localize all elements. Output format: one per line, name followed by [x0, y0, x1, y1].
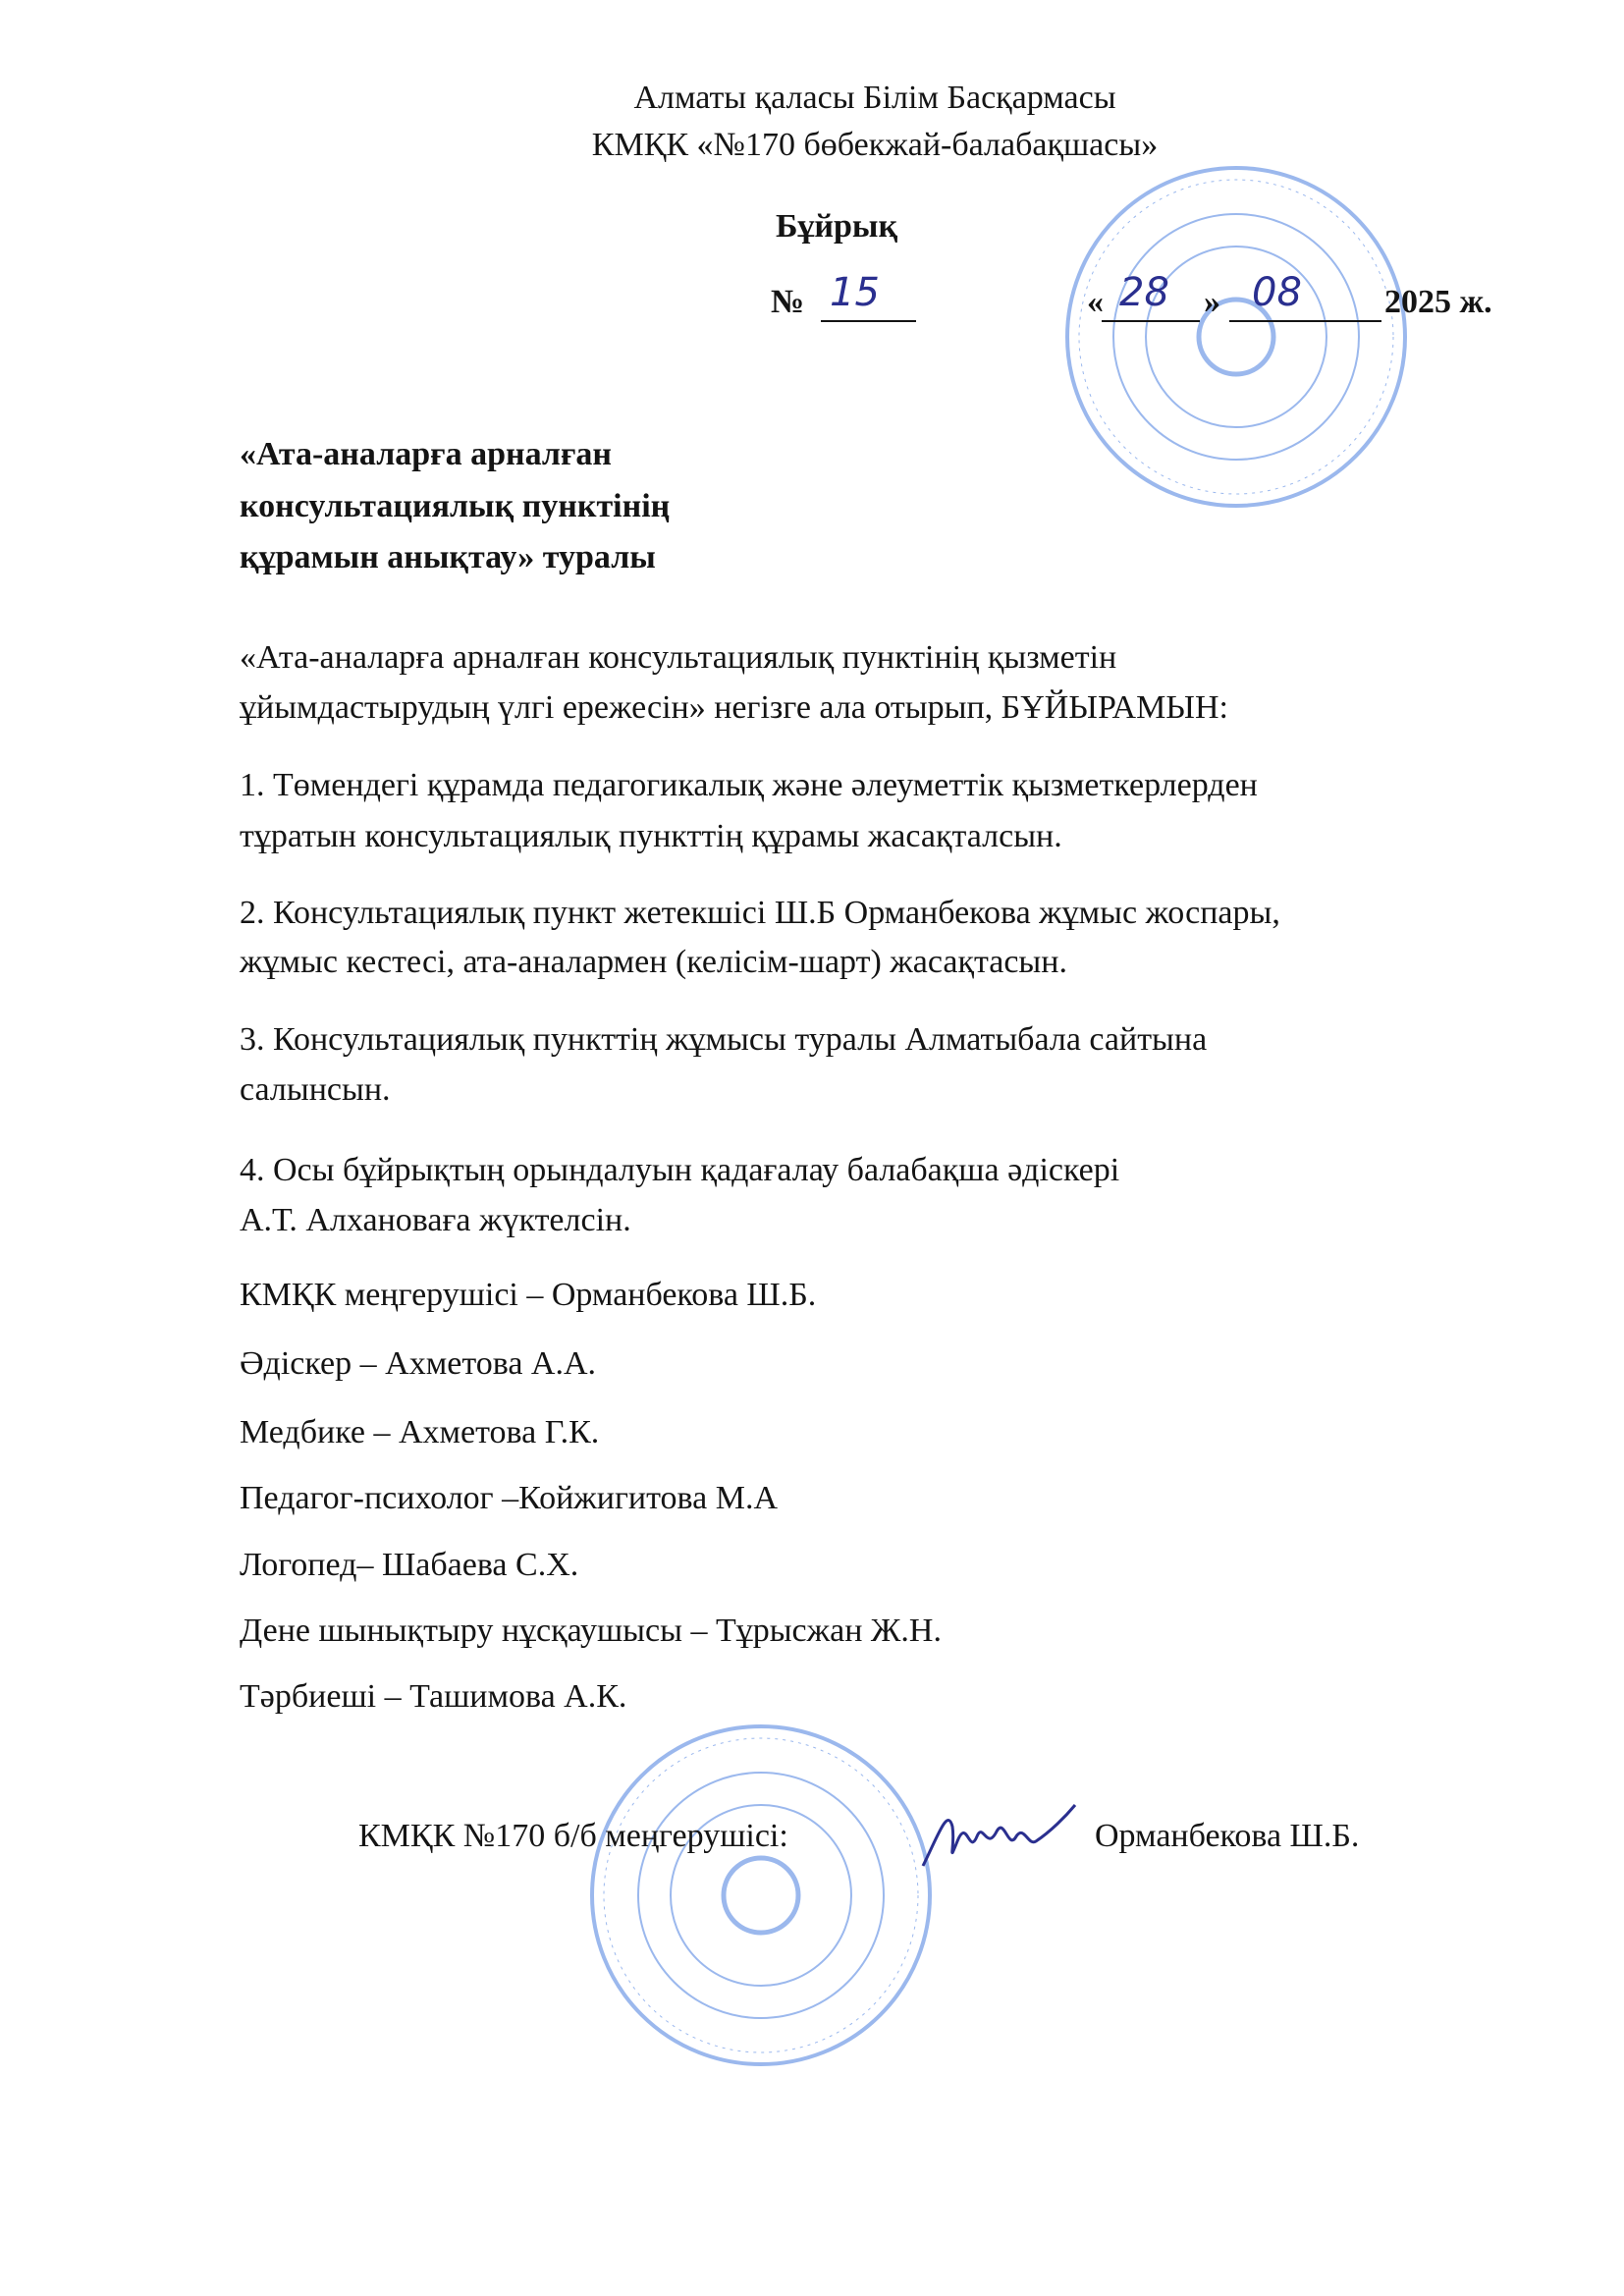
member-item: Дене шынықтыру нұсқаушысы – Тұрысжан Ж.Н. [240, 1613, 942, 1649]
member-item: Әдіскер – Ахметова А.А. [240, 1345, 597, 1382]
item-4-line: 4. Осы бұйрықтың орындалуын қадағалау балабақша әдіскері [240, 1152, 1120, 1188]
month-underline [1229, 320, 1381, 322]
subject-line: «Ата-аналарға арналған [240, 436, 613, 472]
item-1-line: 1. Төмендегі құрамда педагогикалық және әлеуметтік қызметкерлерден [240, 767, 1258, 803]
preamble-line: «Ата-аналарға арналған консультациялық пунктінің қызметін [240, 639, 1117, 676]
subject-line: құрамын анықтау» туралы [240, 539, 656, 575]
member-item: Логопед– Шабаева С.Х. [240, 1547, 579, 1583]
member-item: Тәрбиеші – Ташимова А.К. [240, 1678, 627, 1715]
item-3-line: салынсын. [240, 1071, 391, 1108]
signer-name: Орманбекова Ш.Б. [1095, 1818, 1360, 1854]
member-item: Медбике – Ахметова Г.К. [240, 1414, 600, 1450]
item-1-line: тұратын консультациялық пункттің құрамы жасақталсын. [240, 818, 1062, 854]
day-underline [1102, 320, 1200, 322]
number-label: № [771, 284, 805, 320]
preamble-line: ұйымдастырудың үлгі ережесін» негізге ала отырып, БҰЙЫРАМЫН: [240, 689, 1228, 726]
signer-position: КМҚК №170 б/б меңгерушісі: [358, 1818, 788, 1854]
order-day: 28 [1119, 270, 1169, 315]
item-3-line: 3. Консультациялық пункттің жұмысы туралы Алматыбала сайтына [240, 1021, 1208, 1058]
subject-line: консультациялық пунктінің [240, 488, 671, 524]
order-month: 08 [1252, 270, 1302, 315]
item-2-line: 2. Консультациялық пункт жетекшісі Ш.Б Орманбекова жұмыс жоспары, [240, 895, 1280, 931]
date-close-quote: » [1204, 284, 1220, 320]
date-open-quote: « [1087, 284, 1104, 320]
order-title: Бұйрық [775, 208, 898, 245]
order-number: 15 [830, 270, 880, 315]
header-line-1: Алматы қаласы Білім Басқармасы [633, 80, 1116, 116]
item-2-line: жұмыс кестесі, ата-аналармен (келісім-шарт) жасақтасын. [240, 944, 1067, 980]
official-stamp-bottom [588, 1722, 934, 2068]
order-year: 2025 ж. [1384, 284, 1492, 320]
official-stamp-top [1063, 164, 1409, 510]
item-4-line: А.Т. Алхановаға жүктелсін. [240, 1202, 631, 1238]
member-item: КМҚК меңгерушісі – Орманбекова Ш.Б. [240, 1277, 817, 1313]
member-item: Педагог-психолог –Койжигитова М.А [240, 1480, 779, 1516]
handwritten-signature [918, 1797, 1080, 1876]
header-line-2: КМҚК «№170 бөбекжай-балабақшасы» [591, 127, 1159, 163]
number-underline [821, 320, 916, 322]
